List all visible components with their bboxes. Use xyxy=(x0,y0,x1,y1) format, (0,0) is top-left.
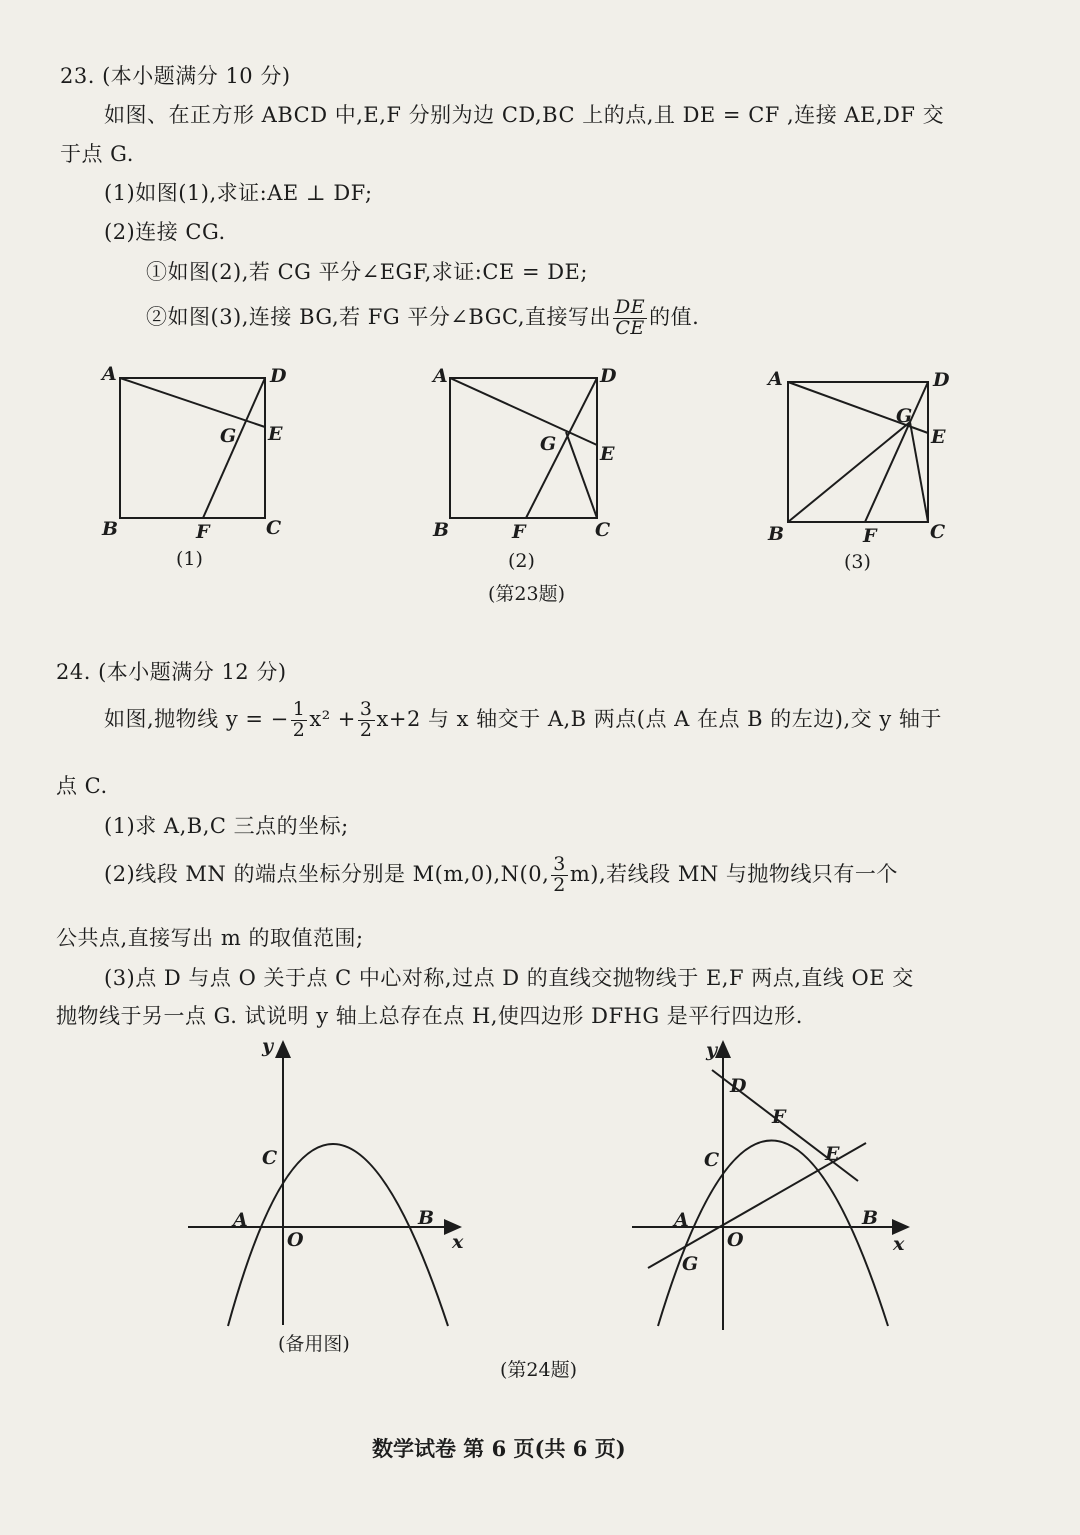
fig3-label-f: F xyxy=(863,525,877,547)
backup-label-a: A xyxy=(233,1209,248,1231)
main-label-e: E xyxy=(825,1143,840,1165)
fig2-label-d: D xyxy=(600,365,617,387)
q24-figure-title: (第24题) xyxy=(500,1359,578,1381)
q23-part2: (2)连接 CG. xyxy=(104,220,226,244)
main-label-g: G xyxy=(682,1253,699,1275)
segment-ae xyxy=(450,378,597,445)
fig2-caption: (2) xyxy=(508,550,535,572)
backup-label-c: C xyxy=(262,1147,278,1169)
q24-stem-pre: 如图,抛物线 y = − xyxy=(104,706,289,731)
backup-label-b: B xyxy=(418,1207,435,1229)
q24-part2-post: m),若线段 MN 与抛物线只有一个 xyxy=(569,861,898,886)
backup-y-label: y xyxy=(262,1035,274,1057)
fig3-caption: (3) xyxy=(844,551,871,573)
q24-part3-line2: 抛物线于另一点 G. 试说明 y 轴上总存在点 H,使四边形 DFHG 是平行四边形. xyxy=(56,1004,803,1028)
segment-cg xyxy=(566,432,597,518)
q23-ratio-fraction xyxy=(613,298,647,339)
fig2-label-e: E xyxy=(600,443,615,465)
fig1-label-a: A xyxy=(102,363,117,385)
q24-stem xyxy=(104,700,942,741)
q23-figure-title: (第23题) xyxy=(488,583,566,605)
q24-part2-fraction-denominator: 2 xyxy=(553,873,566,896)
main-label-d: D xyxy=(730,1075,747,1097)
q23-ratio-denominator: CE xyxy=(615,316,645,339)
q24-part2-fraction-numerator: 3 xyxy=(553,853,566,875)
fig1-label-c: C xyxy=(266,517,282,539)
fig2-label-c: C xyxy=(595,519,611,541)
fig3-label-e: E xyxy=(931,426,946,448)
backup-x-label: x xyxy=(452,1231,464,1253)
q23-figure-2 xyxy=(450,378,597,518)
fig1-label-d: D xyxy=(270,365,287,387)
fig3-label-g: G xyxy=(896,405,913,427)
page-footer: 数学试卷 第 6 页(共 6 页) xyxy=(372,1436,626,1461)
q23-part2b xyxy=(146,298,699,339)
main-label-b: B xyxy=(862,1207,879,1229)
segment-ae xyxy=(120,378,265,427)
fig3-label-d: D xyxy=(933,369,950,391)
q24-part3-line1: (3)点 D 与点 O 关于点 C 中心对称,过点 D 的直线交抛物线于 E,F 两点,直线 OE 交 xyxy=(104,966,914,990)
main-x-label: x xyxy=(893,1233,905,1255)
q24-fraction-2 xyxy=(358,700,375,741)
parabola xyxy=(658,1141,888,1327)
q24-part2-line2: 公共点,直接写出 m 的取值范围; xyxy=(56,926,364,950)
q24-part2-fraction xyxy=(551,855,568,896)
square-abcd xyxy=(450,378,597,518)
q23-part2b-pre: ②如图(3),连接 BG,若 FG 平分∠BGC,直接写出 xyxy=(146,304,612,329)
q23-ratio-numerator: DE xyxy=(615,296,646,318)
q24-fraction-2-denominator: 2 xyxy=(359,718,373,741)
q24-stem-line2: 点 C. xyxy=(56,774,108,798)
fig1-label-e: E xyxy=(268,423,283,445)
fig1-label-g: G xyxy=(220,425,237,447)
fig1-caption: (1) xyxy=(176,548,203,570)
q23-part2b-post: 的值. xyxy=(649,304,700,329)
q23-part2a: ①如图(2),若 CG 平分∠EGF,求证:CE = DE; xyxy=(146,260,588,284)
backup-caption: (备用图) xyxy=(278,1333,350,1355)
fig2-label-b: B xyxy=(433,519,450,541)
main-label-c: C xyxy=(704,1149,720,1171)
fig2-label-g: G xyxy=(540,433,557,455)
fig3-label-b: B xyxy=(768,523,785,545)
q24-part1: (1)求 A,B,C 三点的坐标; xyxy=(104,814,349,838)
q24-stem-mid: x² + xyxy=(309,706,356,731)
segment-df xyxy=(203,378,265,518)
segment-df xyxy=(526,378,597,518)
q24-part2 xyxy=(104,855,898,896)
fig1-label-f: F xyxy=(196,521,210,543)
main-y-label: y xyxy=(706,1039,718,1061)
square-abcd xyxy=(120,378,265,518)
square-abcd xyxy=(788,382,928,522)
fig2-label-a: A xyxy=(433,365,448,387)
segment-cg xyxy=(910,422,928,522)
q24-fraction-2-numerator: 3 xyxy=(359,698,373,720)
fig2-label-f: F xyxy=(512,521,526,543)
q24-header: 24. (本小题满分 12 分) xyxy=(56,660,287,684)
q23-figure-1 xyxy=(120,378,265,518)
q23-figure-3 xyxy=(788,382,928,522)
q24-fraction-1 xyxy=(291,700,308,741)
fig3-label-a: A xyxy=(768,368,783,390)
q24-stem-post: x+2 与 x 轴交于 A,B 两点(点 A 在点 B 的左边),交 y 轴于 xyxy=(376,706,942,731)
main-label-f: F xyxy=(772,1106,786,1128)
parabola xyxy=(228,1144,448,1326)
q23-header: 23. (本小题满分 10 分) xyxy=(60,64,291,88)
main-origin-label: O xyxy=(727,1229,744,1251)
q23-part1: (1)如图(1),求证:AE ⊥ DF; xyxy=(104,181,373,205)
q24-part2-pre: (2)线段 MN 的端点坐标分别是 M(m,0),N(0, xyxy=(104,861,550,886)
backup-origin-label: O xyxy=(287,1229,304,1251)
q24-fraction-1-denominator: 2 xyxy=(292,718,306,741)
q23-figures xyxy=(90,360,990,610)
fig1-label-b: B xyxy=(102,518,119,540)
q24-backup-figure xyxy=(188,1035,464,1355)
q23-stem-line1: 如图、在正方形 ABCD 中,E,F 分别为边 CD,BC 上的点,且 DE = CF ,连接 AE,DF 交 xyxy=(104,103,945,127)
q24-figures xyxy=(0,1030,1080,1390)
segment-bg xyxy=(788,422,910,522)
q24-fraction-1-numerator: 1 xyxy=(292,698,306,720)
q24-main-figure xyxy=(632,1039,908,1330)
fig3-label-c: C xyxy=(930,521,946,543)
main-label-a: A xyxy=(674,1209,689,1231)
q23-stem-line2: 于点 G. xyxy=(60,142,134,166)
